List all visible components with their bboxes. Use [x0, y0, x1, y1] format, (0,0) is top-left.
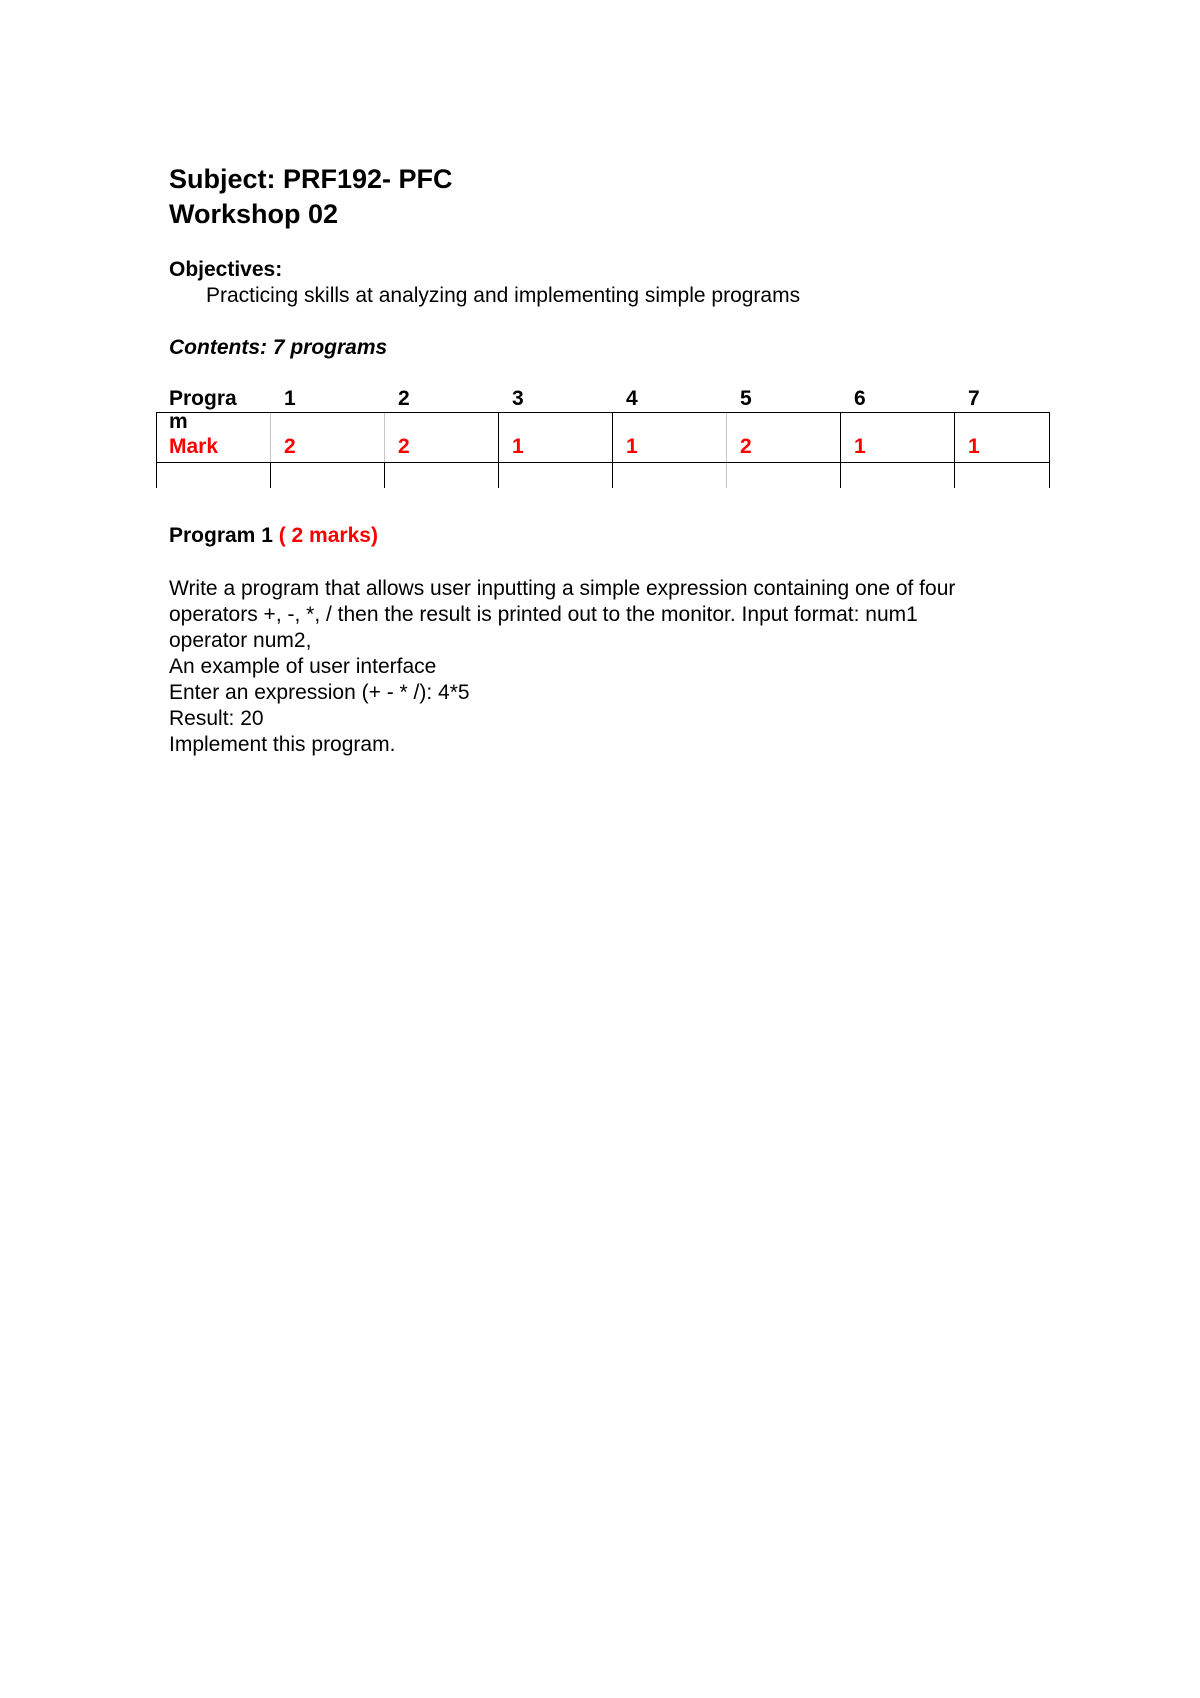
mark-row-label: Mark	[169, 435, 219, 458]
program-number-2: 2	[398, 387, 410, 410]
program1-line: An example of user interface	[169, 655, 437, 678]
program-number-6: 6	[854, 387, 866, 410]
objectives-heading: Objectives:	[169, 258, 283, 281]
program-number-3: 3	[512, 387, 524, 410]
table-cell	[840, 463, 954, 488]
program-number-4: 4	[626, 387, 638, 410]
program1-line: operator num2,	[169, 629, 312, 652]
workshop-title: Workshop 02	[169, 199, 339, 229]
mark-value-3: 1	[512, 435, 524, 458]
mark-value-4: 1	[626, 435, 638, 458]
mark-value-5: 2	[740, 435, 752, 458]
program1-line: Result: 20	[169, 707, 264, 730]
program-row-label: Progra	[169, 387, 237, 410]
table-cell	[726, 463, 840, 488]
table-cell	[954, 463, 1050, 488]
program1-line: Implement this program.	[169, 733, 396, 756]
program-number-1: 1	[284, 387, 296, 410]
table-cell	[270, 463, 384, 488]
contents-heading: Contents: 7 programs	[169, 336, 388, 359]
program1-title: Program 1	[169, 524, 273, 547]
mark-value-1: 2	[284, 435, 296, 458]
mark-value-6: 1	[854, 435, 866, 458]
program-row-label-wrap: m	[169, 410, 188, 433]
mark-value-7: 1	[968, 435, 980, 458]
table-cell	[156, 463, 270, 488]
program1-line: operators +, -, *, / then the result is printed out to the monitor. Input format: num1	[169, 603, 918, 626]
program-number-5: 5	[740, 387, 752, 410]
program1-line: Enter an expression (+ - * /): 4*5	[169, 681, 470, 704]
program-number-7: 7	[968, 387, 980, 410]
mark-value-2: 2	[398, 435, 410, 458]
objectives-text: Practicing skills at analyzing and implementing simple programs	[206, 284, 801, 307]
marks-table	[156, 388, 1050, 484]
table-cell	[498, 463, 612, 488]
table-cell	[384, 463, 498, 488]
program1-heading	[169, 524, 378, 548]
program1-description	[169, 576, 955, 758]
table-cell	[612, 463, 726, 488]
program1-marks: ( 2 marks)	[278, 524, 378, 547]
subject-title: Subject: PRF192- PFC	[169, 164, 453, 194]
empty-row	[156, 462, 1050, 488]
program1-line: Write a program that allows user inputting a simple expression containing one of four	[169, 577, 956, 600]
